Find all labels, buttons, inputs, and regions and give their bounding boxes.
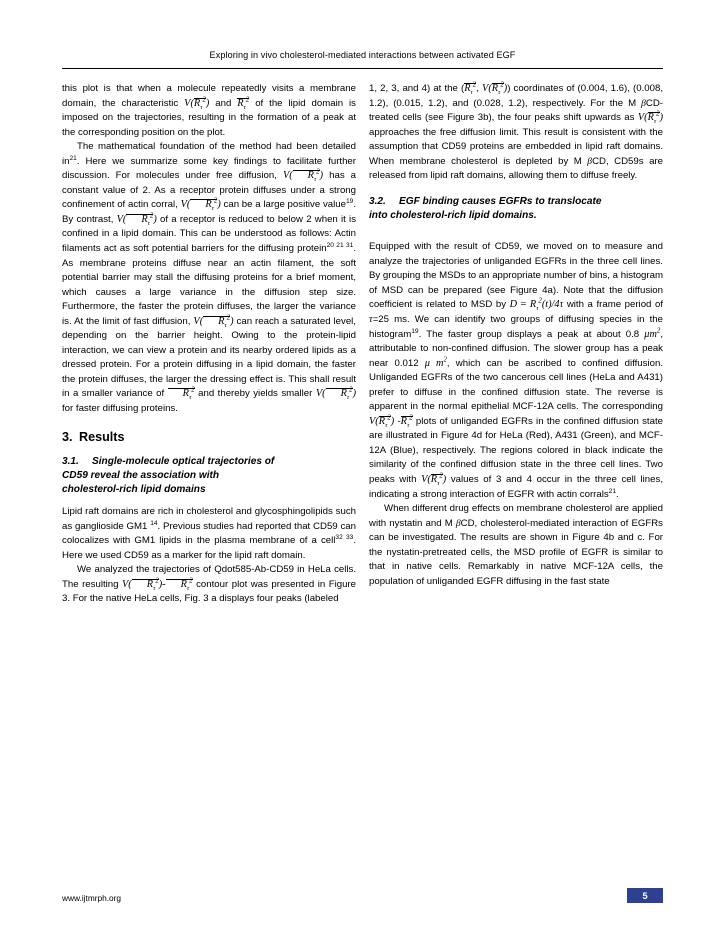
text-run: When different drug effects on membrane cholesterol are applied with nystatin and M	[369, 503, 663, 529]
math-subscript: τ	[536, 305, 539, 313]
math-v-rtau2: V( $R_\tau^2$)	[116, 212, 157, 227]
math-symbol-r: R	[205, 199, 212, 211]
section-heading-results	[62, 430, 356, 445]
math-symbol-r: R	[182, 388, 189, 400]
text-run: ) coordinates of (0.004, 1.6), (0.008, 1.2), (0.015, 1.2), and (0.028, 1.2), respectively. For the M	[369, 83, 664, 109]
paragraph-right-2	[369, 240, 663, 502]
header-rule	[62, 68, 663, 69]
text-run: Equipped with the result of CD59, we moved on to measure and analyze the trajectories of unliganded EGFRs in the three cell lines. By grouping the MSDs to an appropriate number of bins, a histogram of MSD can be prepared (see Figure 4a). Note that the diffusion coefficient is related to MSD by	[369, 241, 663, 311]
math-symbol-v: V	[282, 170, 290, 182]
math-v-rtau2: $V(R_\tau^2)$	[369, 414, 395, 429]
math-superscript: 2	[191, 387, 195, 395]
math-v-rtau2: V( $R_\tau^2$)	[122, 577, 163, 592]
text-run: and thereby yields smaller	[194, 388, 316, 400]
math-subscript: τ	[470, 89, 473, 97]
subsection-title-line: CD59 reveal the association with	[62, 469, 220, 481]
math-unit: μm	[644, 328, 657, 340]
math-symbol-v: V	[122, 578, 129, 590]
math-subscript: τ	[200, 103, 203, 111]
math-symbol-v: V	[637, 112, 645, 124]
math-rtau2	[237, 98, 249, 109]
math-superscript: 2	[656, 110, 660, 118]
math-v-rtau2: V( $R_\tau^2$)	[282, 168, 324, 184]
math-symbol-v: V	[180, 199, 187, 211]
math-equals: =	[520, 299, 527, 311]
math-subscript: τ	[346, 394, 350, 402]
footer-journal-url[interactable]: www.ijtmrph.org	[62, 893, 122, 903]
math-subscript: τ	[224, 321, 227, 329]
math-unit: μ m	[424, 357, 444, 369]
citation-ref: 14	[150, 519, 158, 527]
text-run: can be a large positive value	[220, 199, 346, 211]
citation-ref: 19	[411, 327, 419, 335]
subsection-title-line: Single-molecule optical trajectories of	[92, 455, 275, 467]
math-subscript: τ	[406, 421, 410, 429]
text-run: . Here we summarize some key findings to facilitate further discussion. For molecules under free diffusion,	[62, 155, 356, 182]
math-symbol-r: R	[491, 83, 499, 94]
math-rtau2	[401, 416, 413, 427]
math-symbol-v: V	[116, 213, 123, 225]
math-symbol-v: V	[369, 415, 376, 427]
math-symbol-r: R	[529, 299, 537, 311]
text-run: . Previous studies had reported that CD59 can colocalizes with GM1 lipids in the plasma membrane of a cell	[62, 520, 356, 547]
citation-ref: 19	[345, 198, 354, 206]
math-greek-tau: τ	[369, 313, 373, 325]
left-column	[62, 82, 356, 872]
math-v-rtau2: $V(R_\tau^2)$	[482, 81, 508, 97]
citation-ref: 20 21 31	[326, 241, 354, 249]
math-symbol-r: R	[237, 97, 244, 109]
text-run: The mathematical foundation of the method had been detailed in	[62, 141, 356, 167]
math-subscript: τ	[211, 205, 214, 213]
right-column	[369, 82, 663, 872]
math-v-rtau2: $V(R_\tau^2)$	[421, 472, 447, 488]
text-run: , attributable to non-confined diffusion. The slower group has a peak near 0.012	[369, 328, 663, 369]
math-superscript: 2	[189, 577, 193, 585]
paragraph-left-4	[62, 563, 356, 607]
text-run: of a receptor is reduced to below 2 when it is confined in a lipid domain. This can be understood as follows: Actin filaments act as soft potential barriers for the diffusing protein	[62, 213, 357, 255]
math-v-rtau2: V( $R_\tau^2$)	[315, 387, 356, 402]
math-symbol-r: R	[193, 97, 201, 109]
math-expression: (t)/4	[541, 299, 560, 311]
text-run: for faster diffusing proteins.	[62, 403, 178, 415]
section-number: 3.	[62, 429, 73, 444]
math-symbol-d: D	[509, 299, 518, 311]
math-subscript: τ	[186, 584, 190, 592]
paragraph-left-1	[62, 82, 356, 140]
math-greek-beta: β	[587, 155, 593, 167]
text-run: . Here we used CD59 as a marker for the lipid raft domain.	[62, 535, 356, 561]
subsection-heading-3-1	[62, 455, 356, 498]
math-superscript: 2	[387, 414, 391, 422]
math-v-rtau2: V( $R_\tau^2$)	[180, 197, 221, 213]
math-greek-beta: β	[641, 97, 646, 109]
paragraph-left-2	[62, 140, 356, 416]
math-rtau2	[464, 81, 477, 97]
text-run: 1, 2, 3, and 4) at the (	[369, 83, 465, 94]
section-title: Results	[79, 429, 125, 444]
math-rtau2	[166, 579, 193, 590]
math-superscript: 2	[213, 197, 218, 205]
text-run: Lipid raft domains are rich in cholesterol and glycosphingolipids such as ganglioside GM1	[62, 506, 356, 532]
text-run: CD-treated cells (see Figure 3b), the four peaks shift upwards as	[369, 97, 663, 124]
math-rtau2	[168, 387, 195, 402]
math-symbol-v: V	[482, 83, 489, 94]
text-run: CD, CD59s are released from lipid raft domains, allowing them to diffuse freely.	[369, 155, 663, 182]
math-symbol-r: R	[400, 415, 407, 427]
math-symbol-v: V	[184, 97, 191, 109]
text-run: approaches the free diffusion limit. This result is consistent with the assumption that CD59 proteins are embedded in lipid raft domains. When membrane cholesterol is depleted by M	[369, 126, 663, 167]
math-superscript: 2	[500, 81, 504, 89]
text-run: and	[209, 97, 238, 109]
math-superscript: 2	[656, 327, 661, 335]
math-greek-tau: τ	[559, 299, 564, 311]
math-superscript: 2	[349, 387, 353, 395]
math-subscript: τ	[243, 103, 246, 111]
math-v-rtau2: $V(R_\tau^2)$	[184, 96, 210, 111]
math-superscript: 2	[149, 212, 154, 220]
paragraph-right-3	[369, 502, 663, 589]
spacer	[369, 231, 663, 240]
math-v-rtau2: V( $R_\tau^2$)	[193, 314, 234, 329]
subsection-number: 3.2.	[369, 195, 386, 207]
math-superscript: 2	[409, 414, 413, 422]
text-run: values of 3 and 4 occur in the three cell lines, indicating a strong interaction of EGFR with actin corrals	[369, 473, 663, 500]
citation-ref: 21	[69, 154, 77, 162]
math-superscript: 2	[202, 96, 206, 104]
text-run: with a frame period of	[563, 299, 664, 311]
math-minus: -	[162, 578, 166, 590]
math-superscript: 2	[443, 356, 447, 364]
text-run: . As membrane proteins diffuse near an actin filament, the soft potential barrier may stall the diffusing proteins for a brief moment, which causes a large variance in the diffusion step size. Furthermore, the faster the protein diffuses, the larger the variance is. At the limit of fast diffusion,	[62, 243, 356, 327]
math-symbol-r: R	[146, 578, 154, 590]
subsection-title-line: EGF binding causes EGFRs to translocate	[399, 195, 602, 207]
text-run: We analyzed the trajectories of Qdot585-Ab-CD59 in HeLa cells. The resulting	[62, 564, 356, 590]
math-superscript: 2	[155, 577, 159, 585]
math-unit-micron-squared	[644, 329, 660, 340]
math-subscript: τ	[498, 89, 501, 97]
page-number-badge: 5	[627, 888, 663, 903]
two-column-body	[62, 82, 663, 872]
math-symbol-r: R	[464, 83, 471, 94]
subsection-title-line: cholesterol-rich lipid domains	[62, 483, 206, 495]
subsection-heading-3-2	[369, 195, 663, 223]
text-run: contour plot was presented in Figure 3. For the native HeLa cells, Fig. 3 a displays four peaks (labeled	[62, 578, 356, 605]
paragraph-right-1	[369, 82, 663, 184]
text-run: of the lipid domain is imposed on the trajectories, resulting in the formation of a peak at the corresponding position on the plot.	[62, 97, 356, 138]
paragraph-left-3	[62, 505, 356, 563]
math-symbol-r: R	[141, 213, 148, 225]
math-symbol-v: V	[193, 315, 200, 327]
math-subscript: τ	[313, 176, 317, 184]
text-run: -	[394, 415, 401, 427]
text-run: plots of unliganded EGFRs in the confined diffusion state are illustrated in Figure 4d for HeLa (Red), A431 (Green), and MCF-12A (Blue), respectively. The regions colored in black indicate the similarity of the confined diffusion state in the three cell lines. Two peaks with	[369, 415, 663, 485]
text-run: this plot is that when a molecule repeatedly visits a membrane domain, the characteristic	[62, 83, 356, 109]
text-run: CD, cholesterol-mediated interaction of EGFRs can be investigated. The results are shown in Figure 4b and c. For the nystatin-pretreated cells, the MSD profile of EGFR is similar to that in native cells. Remarkably in native MCF-12A cells, the population of unliganded EGFR diffusing in the fast state	[369, 517, 663, 587]
math-unit-micron-squared	[425, 358, 447, 369]
text-run: can reach a saturated level, depending on the barrier height. Owing to the protein-lipid interaction, we can view a protein and its nearby ordered lipids as a dressed protein. For a protein diffusing in a lipid domain, the faster the protein diffuses, the larger the dressing effect is. This shall result in a smaller variance of	[62, 315, 356, 400]
math-diffusion-coefficient	[509, 298, 564, 313]
math-symbol-r: R	[647, 112, 654, 124]
text-run: . By contrast,	[62, 199, 357, 225]
math-symbol-r: R	[340, 388, 347, 400]
subsection-title-line: into cholesterol-rich lipid domains.	[369, 210, 537, 222]
math-superscript: 2	[439, 472, 443, 480]
spacer	[369, 184, 663, 195]
math-subscript: τ	[147, 219, 150, 227]
math-superscript: 2	[226, 314, 231, 322]
math-symbol-v: V	[315, 388, 323, 400]
math-symbol-v: V	[421, 473, 428, 485]
citation-ref: 21	[608, 487, 617, 495]
math-superscript: 2	[316, 168, 320, 176]
subsection-number: 3.1.	[62, 455, 79, 467]
math-symbol-r: R	[307, 170, 314, 182]
math-symbol-r: R	[378, 415, 386, 427]
math-symbol-r: R	[180, 578, 187, 590]
math-superscript: 2	[245, 96, 250, 104]
math-superscript: 2	[472, 81, 477, 89]
math-subscript: τ	[385, 421, 388, 429]
math-subscript: τ	[437, 480, 440, 488]
math-symbol-r: R	[430, 473, 438, 485]
math-greek-beta: β	[455, 517, 461, 529]
text-run: , which can be ascribed to confined diffusion. Unliganded EGFRs of the two cancerous cell lines (HeLa and A431) prefer to diffuse in the confined diffusion state. The reverse is apparent in the normal epithelial MCF-12A cells. The corresponding	[369, 357, 663, 413]
math-superscript: 2	[538, 298, 542, 305]
math-subscript: τ	[153, 584, 156, 592]
citation-ref: 32 33	[335, 534, 354, 542]
text-run: .	[616, 488, 619, 500]
running-header: Exploring in vivo cholesterol-mediated interactions between activated EGF	[209, 50, 516, 60]
text-run: =25 ms. We can identify two groups of diffusing species in the histogram	[369, 313, 663, 340]
text-run: . The faster group displays a peak at about 0.8	[418, 328, 645, 340]
math-v-rtau2: $V(R_\tau^2)$	[637, 110, 663, 126]
math-subscript: τ	[188, 394, 192, 402]
math-symbol-r: R	[218, 315, 225, 327]
text-run: ,	[476, 83, 483, 94]
math-subscript: τ	[653, 118, 657, 126]
text-run: has a constant value of 2. As a receptor protein diffuses under a strong confinement of actin corral,	[62, 170, 356, 211]
